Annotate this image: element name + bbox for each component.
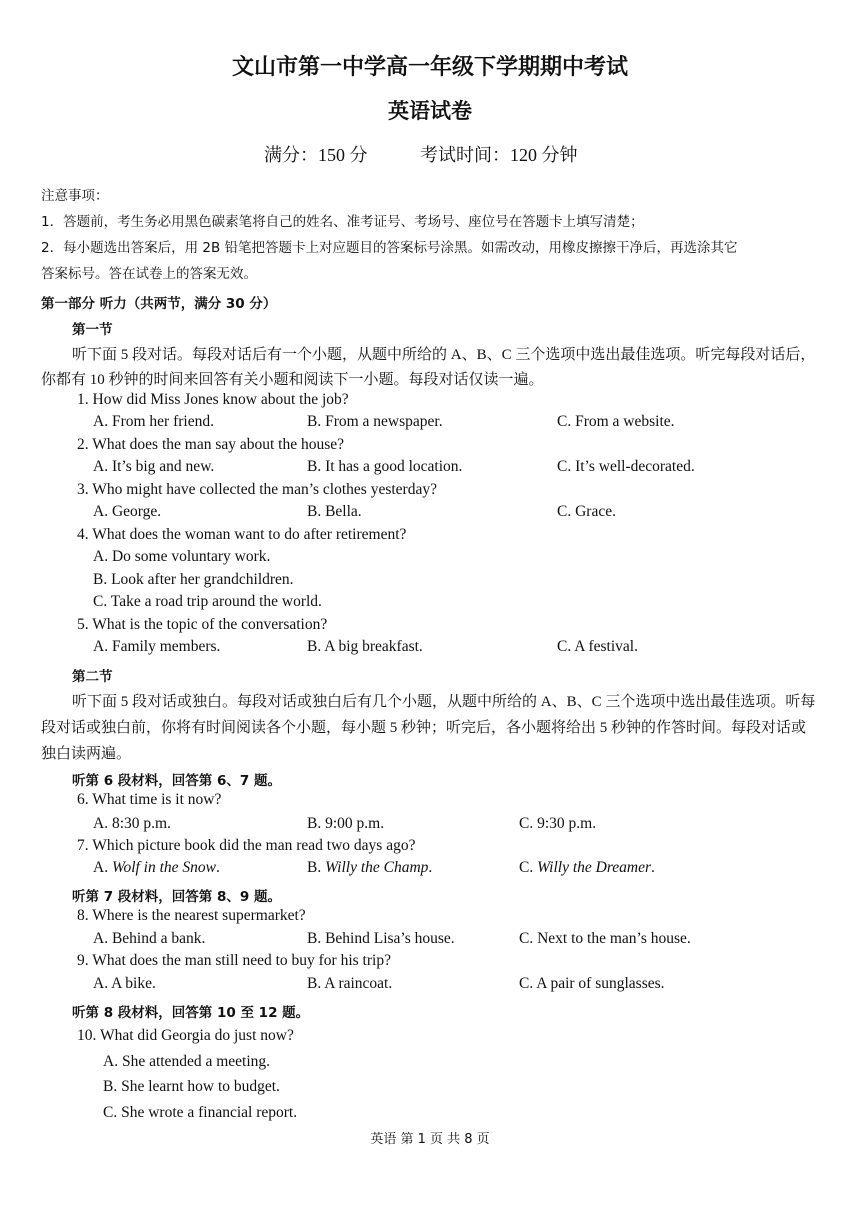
question-7-option-c-title: Willy the Dreamer (537, 859, 652, 876)
exam-title: 文山市第一中学高一年级下学期期中考试 (231, 54, 628, 79)
question-7-option-a-dot: . (216, 859, 220, 876)
question-4-option-a: A. Do some voluntary work. (93, 548, 271, 565)
section2-instructions-line-2: 段对话或独白前，你将有时间阅读各个小题，每小题 5 秒钟；听完后，各小题将给出 5 秒钟的作答时间。每段对话或 (41, 720, 807, 736)
question-4-option-c: C. Take a road trip around the world. (93, 593, 322, 610)
question-9-option-c: C. A pair of sunglasses. (519, 975, 665, 992)
page-footer: 英语 第 1 页 共 8 页 (370, 1132, 490, 1147)
question-7-option-b-dot: . (428, 859, 433, 876)
question-7-option-c-dot: . (651, 859, 655, 876)
question-10-option-c: C. She wrote a financial report. (103, 1104, 298, 1121)
question-3-option-a: A. George. (93, 503, 162, 520)
question-7-option-a (93, 859, 220, 877)
notes-item-2-line-2: 答案标号。答在试卷上的答案无效。 (41, 266, 257, 282)
question-8-option-b: B. Behind Lisa’s house. (307, 930, 455, 947)
question-6-option-a: A. 8:30 p.m. (93, 815, 171, 832)
question-5-option-a: A. Family members. (93, 638, 221, 655)
exam-time: 考试时间：120 分钟 (420, 145, 578, 165)
question-3-stem: 3. Who might have collected the man’s clothes yesterday? (77, 481, 437, 498)
question-9-stem: 9. What does the man still need to buy for his trip? (77, 952, 391, 969)
question-9-option-a: A. A bike. (93, 975, 156, 992)
question-6-option-b: B. 9:00 p.m. (307, 815, 385, 832)
question-7-option-b-letter: B. (307, 859, 326, 876)
full-marks: 满分：150 分 (264, 145, 368, 165)
question-10-stem: 10. What did Georgia do just now? (77, 1027, 294, 1044)
question-10-option-b: B. She learnt how to budget. (103, 1078, 280, 1095)
question-5-option-b: B. A big breakfast. (307, 638, 423, 655)
question-2-option-b: B. It has a good location. (307, 458, 463, 475)
notes-item-2-line-1: 2．每小题选出答案后，用 2B 铅笔把答题卡上对应题目的答案标号涂黑。如需改动，用橡皮擦擦干净后，再选涂其它 (41, 240, 738, 256)
question-7-option-c (519, 859, 655, 877)
question-2-option-a: A. It’s big and new. (93, 458, 215, 475)
section2-heading: 第二节 (72, 669, 113, 685)
question-3-option-b: B. Bella. (307, 503, 362, 520)
question-7-option-b-title: Willy the Champ (325, 859, 429, 876)
question-7-option-b (307, 859, 432, 877)
question-5-stem: 5. What is the topic of the conversation? (77, 616, 328, 633)
question-6-option-c: C. 9:30 p.m. (519, 815, 597, 832)
section2-instructions-line-1: 听下面 5 段对话或独白。每段对话或独白后有几个小题，从题中所给的 A、B、C 三个选项中选出最佳选项。听每 (72, 694, 816, 710)
material-7-heading: 听第 7 段材料，回答第 8、9 题。 (72, 889, 281, 905)
question-7-option-a-letter: A. (93, 859, 112, 876)
question-1-option-c: C. From a website. (557, 413, 675, 430)
material-8-heading: 听第 8 段材料，回答第 10 至 12 题。 (72, 1005, 310, 1021)
question-10-option-a: A. She attended a meeting. (103, 1053, 271, 1070)
question-4-stem: 4. What does the woman want to do after retirement? (77, 526, 407, 543)
section1-instructions-line-2: 你都有 10 秒钟的时间来回答有关小题和阅读下一小题。每段对话仅读一遍。 (41, 372, 544, 388)
notes-heading: 注意事项： (41, 188, 109, 204)
section1-instructions-line-1: 听下面 5 段对话。每段对话后有一个小题，从题中所给的 A、B、C 三个选项中选出最佳选项。听完每段对话后， (72, 347, 816, 363)
question-2-option-c: C. It’s well-decorated. (557, 458, 695, 475)
question-7-option-a-title: Wolf in the Snow (111, 859, 217, 876)
material-6-heading: 听第 6 段材料，回答第 6、7 题。 (72, 773, 281, 789)
question-1-option-a: A. From her friend. (93, 413, 214, 430)
question-4-option-b: B. Look after her grandchildren. (93, 571, 294, 588)
section1-heading: 第一节 (72, 322, 113, 338)
question-5-option-c: C. A festival. (557, 638, 638, 655)
exam-subtitle: 英语试卷 (388, 99, 472, 123)
question-7-stem: 7. Which picture book did the man read two days ago? (77, 837, 416, 854)
question-2-stem: 2. What does the man say about the house? (77, 436, 345, 453)
question-6-stem: 6. What time is it now? (77, 791, 222, 808)
question-8-stem: 8. Where is the nearest supermarket? (77, 907, 306, 924)
part1-heading: 第一部分 听力（共两节，满分 30 分） (41, 296, 277, 312)
section2-instructions-line-3: 独白读两遍。 (41, 746, 132, 762)
question-1-option-b: B. From a newspaper. (307, 413, 443, 430)
question-3-option-c: C. Grace. (557, 503, 616, 520)
question-7-option-c-letter: C. (519, 859, 538, 876)
question-8-option-c: C. Next to the man’s house. (519, 930, 691, 947)
question-8-option-a: A. Behind a bank. (93, 930, 206, 947)
question-1-stem: 1. How did Miss Jones know about the job? (77, 391, 349, 408)
notes-item-1: 1．答题前，考生务必用黑色碳素笔将自己的姓名、准考证号、考场号、座位号在答题卡上填写清楚； (41, 214, 644, 230)
question-9-option-b: B. A raincoat. (307, 975, 393, 992)
